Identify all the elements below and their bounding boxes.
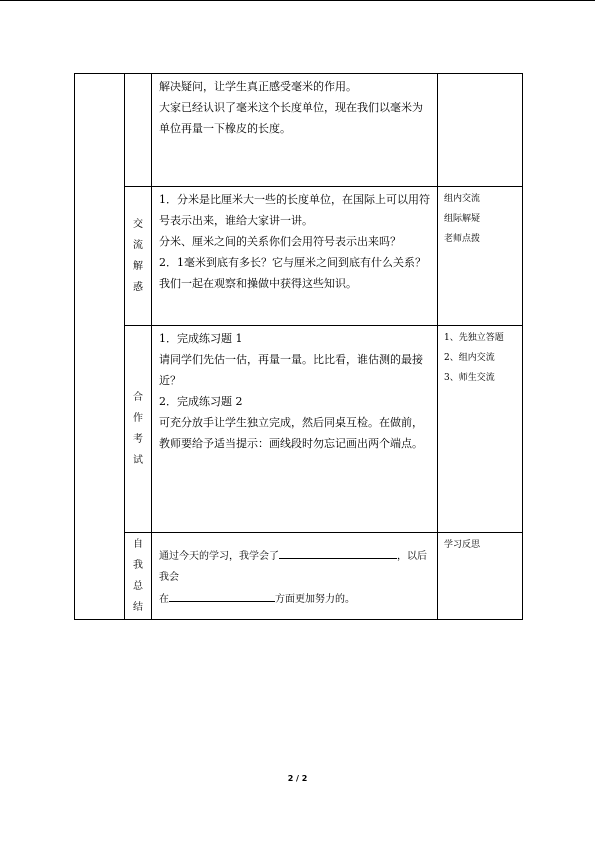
content-line: 可充分放手让学生独立完成，然后同桌互检。在做前，教师要给予适当提示：画线段时勿忘记画出两个端点。 [159, 416, 423, 450]
content-line: 分米、厘米之间的关系你们会用符号表示出来吗？ [159, 235, 401, 248]
note-item: 老师点拨 [444, 234, 481, 244]
lesson-plan-table [74, 73, 523, 620]
note-item: 组内交流 [444, 194, 481, 204]
row-notes [438, 533, 523, 620]
content-line: 解决疑问，让学生真正感受毫米的作用。 [159, 80, 357, 93]
row-content [152, 187, 438, 326]
table-row [75, 326, 523, 533]
label-char: 解 [133, 261, 143, 272]
label-char: 考 [133, 434, 143, 445]
label-char: 合 [133, 392, 143, 403]
label-char: 我 [133, 560, 143, 571]
note-item: 1、先独立答题 [444, 333, 504, 343]
label-char: 结 [133, 602, 143, 613]
content-line: 请同学们先估一估，再量一量。比比看，谁估测的最接近？ [159, 353, 423, 387]
fill-blank [169, 588, 275, 602]
row-label [125, 187, 152, 326]
page-number: 2 / 2 [287, 774, 308, 783]
note-item: 组际解疑 [444, 214, 481, 224]
summary-line-2 [159, 588, 431, 610]
label-char: 交 [133, 219, 143, 230]
summary-text: 方面更加努力的。 [275, 593, 355, 605]
fill-blank [279, 545, 397, 559]
row-notes [438, 74, 523, 187]
header-rule [0, 0, 595, 1]
summary-line-1 [159, 545, 431, 588]
table-row [75, 74, 523, 187]
summary-text: 在 [159, 593, 169, 605]
stage-cell [75, 74, 125, 620]
label-char: 作 [133, 413, 143, 424]
table-row [75, 533, 523, 620]
table-row [75, 187, 523, 326]
content-line: 2．完成练习题 2 [159, 395, 243, 408]
content-line: 2．1毫米到底有多长？它与厘米之间到底有什么关系？我们一起在观察和操做中获得这些知识。 [159, 256, 426, 290]
label-char: 自 [133, 539, 143, 550]
label-char: 惑 [133, 282, 143, 293]
row-label [125, 533, 152, 620]
note-item: 3、师生交流 [444, 373, 495, 383]
row-content [152, 533, 438, 620]
content-line: 1．完成练习题 1 [159, 332, 243, 345]
row-content [152, 74, 438, 187]
label-char: 试 [133, 455, 143, 466]
summary-text: 通过今天的学习，我学会了 [159, 550, 279, 562]
row-notes [438, 326, 523, 533]
summary-text: ，以后我会 [159, 550, 427, 583]
note-item: 学习反思 [444, 540, 481, 550]
row-label [125, 326, 152, 533]
row-label [125, 74, 152, 187]
content-line: 大家已经认识了毫米这个长度单位，现在我们以毫米为单位再量一下橡皮的长度。 [159, 101, 423, 135]
label-char: 流 [133, 240, 143, 251]
row-notes [438, 187, 523, 326]
note-item: 2、组内交流 [444, 353, 495, 363]
row-content [152, 326, 438, 533]
label-char: 总 [133, 581, 143, 592]
content-line: 1．分米是比厘米大一些的长度单位，在国际上可以用符号表示出来，谁给大家讲一讲。 [159, 193, 430, 227]
